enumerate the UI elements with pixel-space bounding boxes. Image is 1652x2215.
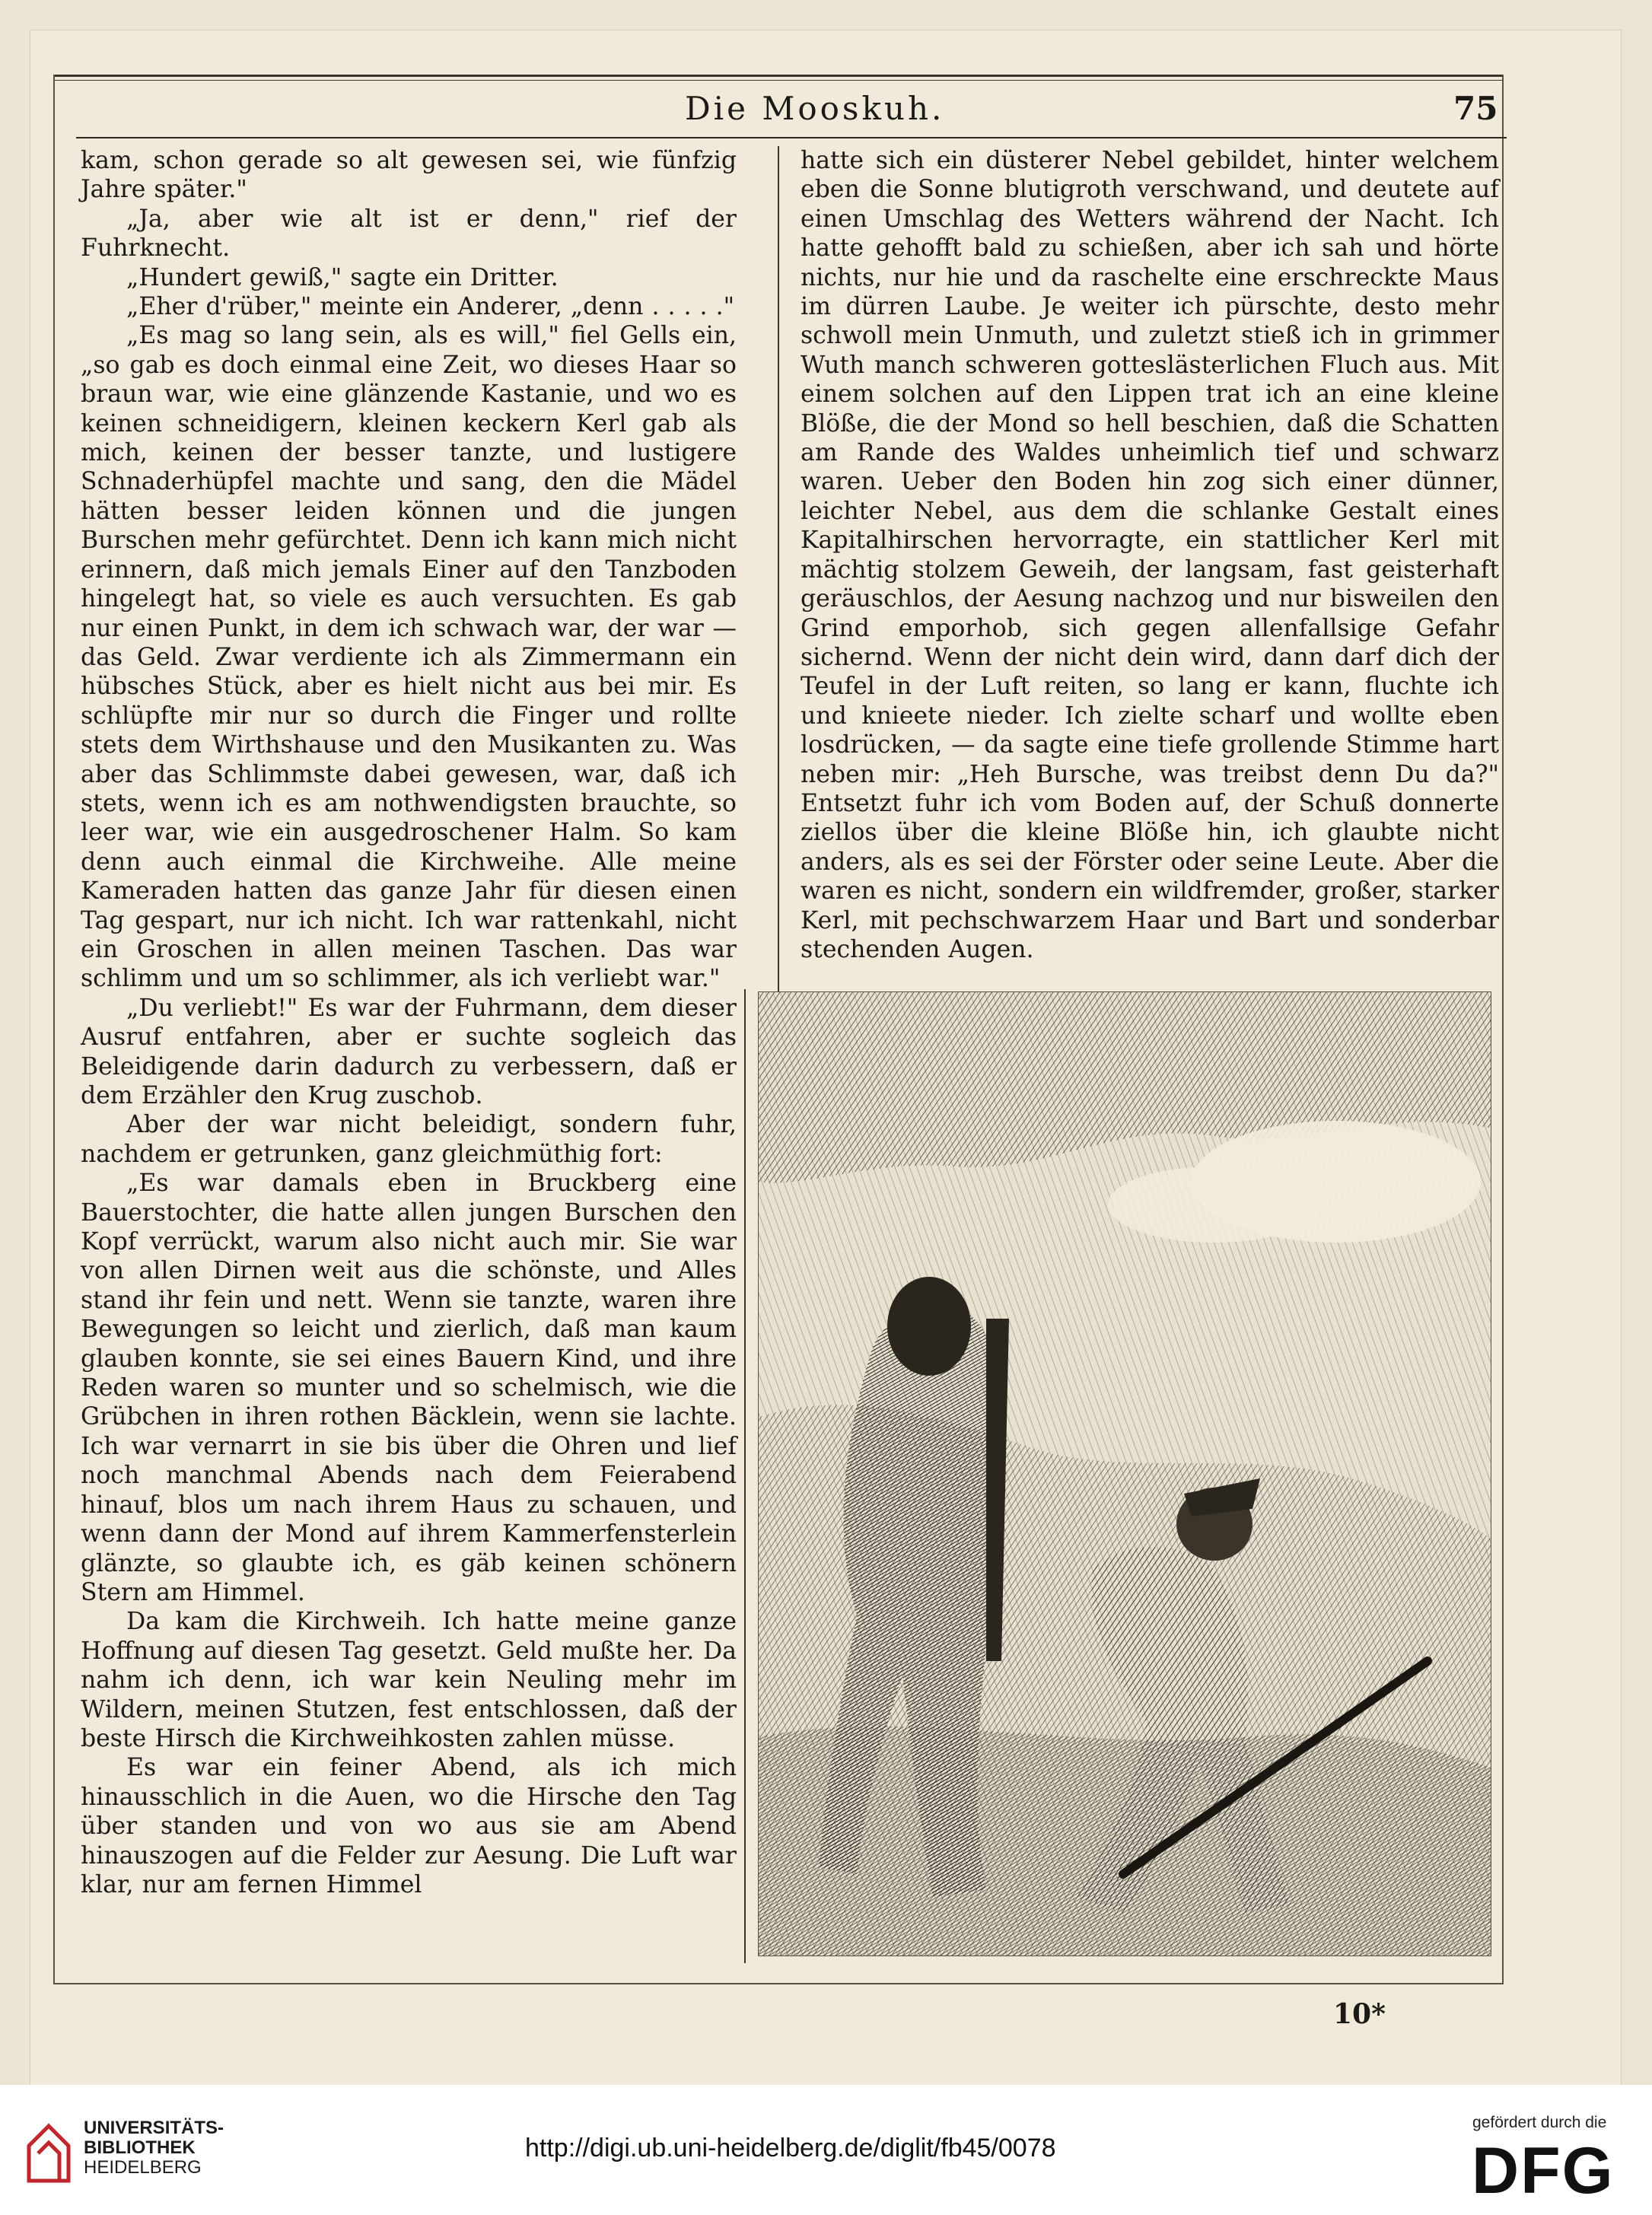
paragraph: hatte sich ein düsterer Nebel gebildet, hinter welchem eben die Sonne blutigroth verschwand, und deutete auf einen Umschlag des Wetters während der Nacht. Ich hatte gehofft bald zu schießen, aber ich sah und hörte nichts, nur hie und da raschelte eine erschreckte Maus im dürren Laube. Je weiter ich pürschte, desto mehr schwoll mein Unmuth, und zuletzt stieß ich in grimmer Wuth manch schweren gotteslästerlichen Fluch aus. Mit einem solchen auf den Lippen trat ich an eine kleine Blöße, die der Mond so hell beschien, daß die Schatten am Rande des Waldes unheimlich tief und schwarz waren. Ueber den Boden hin zog sich einer dünner, leichter Nebel, aus dem die schlanke Gestalt eines Kapitalhirschen hervorragte, ein stattlicher Kerl mit mächtig stolzem Geweih, der langsam, fast geisterhaft geräuschlos, der Aesung nachzog und nur bisweilen den Grind emporhob, sich gegen allenfallsige Gefahr sichernd. Wenn der nicht dein wird, dann darf dich der Teufel in der Luft reiten, so lang er kann, fluchte ich und knieete nieder. Ich zielte scharf und wollte eben losdrücken, — da sagte eine tiefe grollende Stimme hart neben mir: „Heh Bursche, was treibst denn Du da?" Entsetzt fuhr ich vom Boden auf, der Schuß donnerte ziellos über die kleine Blöße hin, ich glaubte nicht anders, als es sei der Förster oder seine Leute. Aber die waren es nicht, sondern ein wildfremder, großer, starker Kerl, mit pechschwarzem Haar und Bart und sonderbar stechenden Augen. [801,147,1499,963]
paragraph: „Es war damals eben in Bruckberg eine Bauerstochter, die hatte allen jungen Burschen den Kopf verrückt, warum also nicht auch mir. Sie war von allen Dirnen weit aus die schönste, und Alles stand ihr fein und nett. Wenn sie tanzte, waren ihre Bewegungen so leicht und zierlich, daß man kaum glauben konnte, sie sei eines Bauern Kind, und ihre Reden waren so munter und so schelmisch, wie die Grübchen in ihren rothen Bäcklein, wenn sie lachte. Ich war vernarrt in sie bis über die Ohren und lief noch manchmal Abends nach dem Feierabend hinauf, blos um nach ihrem Haus zu schauen, und wenn dann der Mond auf ihrem Kammerfensterlein glänzte, so glaubte ich, es gäb keinen schönern Stern am Himmel. [81,1170,737,1606]
library-name-line: BIBLIOTHEK [84,2137,196,2158]
funder-caption: gefördert durch die [1472,2114,1607,2131]
dfg-logo: DFG [1472,2134,1615,2207]
digital-object-link[interactable]: http://digi.ub.uni-heidelberg.de/diglit/fb45/0078 [525,2134,1056,2162]
frame-rule-left [53,75,55,1984]
frame-rule-top [53,75,1504,77]
paragraph: Es war ein feiner Abend, als ich mich hinausschlich in die Auen, wo die Hirsche den Tag über standen und von wo aus sie am Abend hinauszogen auf die Felder zur Aesung. Die Luft war klar, nur am fernen Himmel [81,1754,737,1898]
paragraph: „Hundert gewiß," sagte ein Dritter. [126,263,559,291]
library-name [84,2118,224,2178]
signature-mark: 10* [1333,1998,1386,2030]
paragraph: kam, schon gerade so alt gewesen sei, wie fünfzig Jahre später." [81,147,737,204]
page-number: 75 [1453,90,1498,127]
paragraph: „Eher d'rüber," meinte ein Anderer, „denn . . . . ." [126,293,735,321]
header-rule [76,137,1507,138]
library-name-line: HEIDELBERG [84,2157,202,2178]
library-logo-icon [26,2115,72,2184]
column-divider-lower [744,989,746,1963]
engraving-illustration [758,991,1491,1956]
paragraph: „Ja, aber wie alt ist er denn," rief der Fuhrknecht. [81,205,737,263]
paragraph: Da kam die Kirchweih. Ich hatte meine ganze Hoffnung auf diesen Tag gesetzt. Geld mußte her. Da nahm ich denn, ich war kein Neuling mehr im Wildern, meinen Stutzen, fest entschlossen, daß der beste Hirsch die Kirchweihkosten zahlen müsse. [81,1608,737,1752]
left-column [81,146,737,1899]
right-column [801,146,1499,964]
running-title: Die Mooskuh. [685,90,945,127]
frame-rule-bottom [53,1983,1504,1984]
footer-bar [0,2085,1652,2215]
paragraph: Aber der war nicht beleidigt, sondern fuhr, nachdem er getrunken, ganz gleichmüthig fort: [81,1111,737,1168]
paragraph: „Du verliebt!" Es war der Fuhrmann, dem dieser Ausruf entfahren, aber er suchte sogleich das Beleidigende darin dadurch zu verbessern, daß er dem Erzähler den Krug zuschob. [81,994,737,1109]
paragraph: „Es mag so lang sein, als es will," fiel Gells ein, „so gab es doch einmal eine Zeit, wo dieses Haar so braun war, wie eine glänzende Kastanie, und wo es keinen schneidigern, kleinen keckern Kerl gab als mich, keinen der besser tanzte, und lustigere Schnaderhüpfel machte und sang, den die Mädel hätten besser leiden können und die jungen Burschen mehr gefürchtet. Denn ich kann mich nicht erinnern, daß mich jemals Einer auf den Tanzboden hingelegt hat, so viele es auch versuchten. Es gab nur einen Punkt, in dem ich schwach war, der war — das Geld. Zwar verdiente ich als Zimmermann ein hübsches Stück, aber es hielt nicht aus bei mir. Es schlüpfte mir nur so durch die Finger und rollte stets dem Wirthshause und den Musikanten zu. Was aber das Schlimmste dabei gewesen, war, daß ich stets, wenn ich es am nothwendigsten brauchte, so leer war, wie ein ausgedroschener Halm. So kam denn auch einmal die Kirchweihe. Alle meine Kameraden hatten das ganze Jahr für diesen einen Tag gespart, nur ich nicht. Ich war rattenkahl, nicht ein Groschen in allen meinen Taschen. Das war schlimm und um so schlimmer, als ich verliebt war." [81,322,737,993]
column-divider-upper [778,146,779,1135]
library-name-line: UNIVERSITÄTS- [84,2118,224,2138]
frame-rule-top-thin [53,80,1504,81]
frame-rule-right [1502,75,1504,1984]
